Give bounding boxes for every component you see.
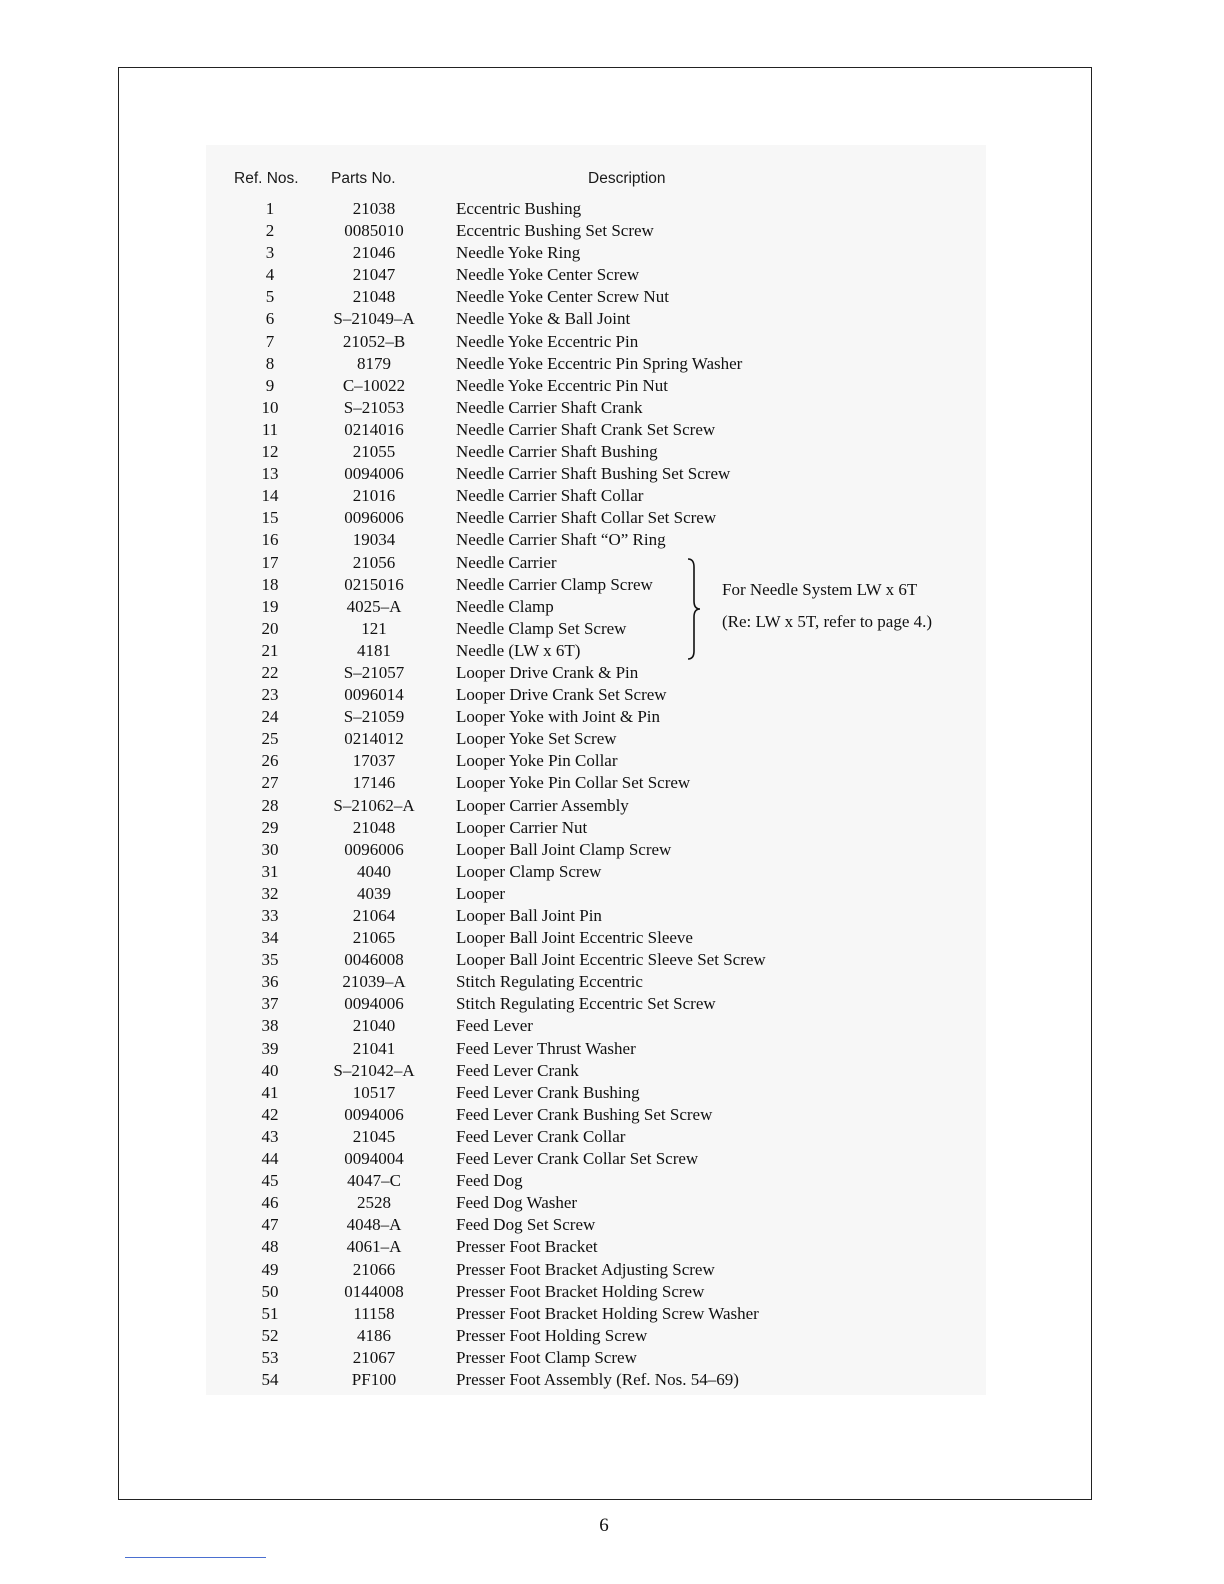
part-description: Needle Yoke & Ball Joint (456, 309, 631, 329)
table-row (0, 1214, 1224, 1236)
part-number: 21056 (352, 552, 396, 572)
ref-number: 9 (265, 375, 275, 395)
part-description: Needle (LW x 6T) (456, 640, 581, 660)
part-description: Needle Carrier Shaft Crank Set Screw (456, 419, 716, 439)
part-description: Looper Yoke Set Screw (456, 729, 617, 749)
ref-number: 30 (261, 839, 279, 859)
header-description: Description (588, 170, 666, 187)
part-number: 21040 (352, 1016, 396, 1036)
table-row (0, 1369, 1224, 1391)
table-row (0, 1303, 1224, 1325)
table-row (0, 419, 1224, 441)
ref-number: 27 (261, 773, 279, 793)
ref-number: 42 (261, 1104, 279, 1124)
part-number: S–21049–A (333, 309, 415, 329)
ref-number: 35 (261, 950, 279, 970)
ref-number: 34 (261, 928, 279, 948)
table-row (0, 772, 1224, 794)
part-description: Feed Lever Crank Bushing (456, 1082, 640, 1102)
ref-number: 16 (261, 530, 279, 550)
part-number: 21038 (352, 199, 396, 218)
ref-number: 48 (261, 1237, 279, 1257)
ref-number: 54 (261, 1369, 279, 1389)
ref-number: 32 (261, 883, 279, 903)
parts-list (0, 198, 1224, 1391)
part-number: C–10022 (342, 375, 406, 395)
part-number: 21052–B (342, 331, 406, 351)
table-row (0, 1236, 1224, 1258)
table-row (0, 1015, 1224, 1037)
ref-number: 51 (261, 1303, 279, 1323)
ref-number: 28 (261, 795, 279, 815)
table-row (0, 662, 1224, 684)
ref-number: 21 (261, 640, 279, 660)
part-description: Eccentric Bushing Set Screw (456, 221, 654, 241)
part-description: Looper Yoke Pin Collar Set Screw (456, 773, 691, 793)
part-number: 4040 (357, 861, 391, 881)
part-number: 21016 (352, 486, 396, 506)
ref-number: 2 (265, 221, 275, 241)
part-number: 121 (361, 618, 387, 638)
ref-number: 46 (261, 1193, 279, 1213)
table-row (0, 1259, 1224, 1281)
ref-number: 23 (261, 685, 279, 705)
part-description: Needle Yoke Eccentric Pin (456, 331, 639, 351)
table-row (0, 1170, 1224, 1192)
part-description: Looper Drive Crank Set Screw (456, 685, 667, 705)
part-description: Needle Clamp Set Screw (456, 618, 627, 638)
part-description: Feed Dog Washer (456, 1193, 578, 1213)
part-description: Presser Foot Holding Screw (456, 1325, 648, 1345)
table-row (0, 308, 1224, 330)
ref-number: 39 (261, 1038, 279, 1058)
table-row (0, 596, 1224, 618)
part-description: Feed Lever Crank Bushing Set Screw (456, 1104, 713, 1124)
table-row (0, 552, 1224, 574)
part-number: 0094006 (344, 994, 404, 1014)
part-description: Needle Carrier Shaft Collar Set Screw (456, 508, 717, 528)
part-number: 0094006 (344, 1104, 404, 1124)
ref-number: 45 (261, 1171, 279, 1191)
part-number: 21045 (352, 1126, 396, 1146)
page-number: 6 (599, 1515, 609, 1536)
part-number: 21047 (352, 265, 396, 285)
part-description: Looper Ball Joint Eccentric Sleeve Set Screw (456, 950, 766, 970)
part-description: Needle Carrier Shaft Crank (456, 397, 643, 417)
part-description: Feed Lever Thrust Washer (456, 1038, 636, 1058)
ref-number: 13 (261, 464, 279, 484)
ref-number: 19 (261, 596, 279, 616)
part-number: 21067 (352, 1347, 396, 1367)
table-row (0, 463, 1224, 485)
part-number: 21064 (352, 906, 396, 925)
ref-number: 4 (265, 265, 275, 285)
part-number: 4039 (357, 883, 391, 903)
table-row (0, 839, 1224, 861)
part-description: Feed Lever (456, 1016, 533, 1036)
part-description: Presser Foot Bracket (456, 1237, 598, 1257)
table-row (0, 640, 1224, 662)
table-row (0, 286, 1224, 308)
part-description: Presser Foot Bracket Adjusting Screw (456, 1259, 715, 1279)
table-row (0, 728, 1224, 750)
ref-number: 20 (261, 618, 279, 638)
table-row (0, 795, 1224, 817)
part-description: Presser Foot Assembly (Ref. Nos. 54–69) (456, 1369, 739, 1389)
part-number: 4061–A (346, 1237, 402, 1257)
part-number: S–21042–A (333, 1060, 415, 1080)
part-number: 4048–A (346, 1215, 402, 1235)
part-number: 2528 (357, 1193, 391, 1213)
part-number: 21041 (352, 1038, 396, 1058)
part-number: 0094006 (344, 464, 404, 484)
ref-number: 53 (261, 1347, 279, 1367)
part-number: 4186 (357, 1325, 391, 1345)
table-row (0, 618, 1224, 640)
part-number: 19034 (352, 530, 396, 550)
needle-group-brace (686, 557, 702, 661)
table-row (0, 353, 1224, 375)
table-row (0, 1192, 1224, 1214)
part-description: Needle Carrier Shaft Collar (456, 486, 644, 506)
part-number: 0144008 (344, 1281, 404, 1301)
part-description: Needle Carrier Clamp Screw (456, 574, 653, 594)
ref-number: 11 (261, 419, 279, 439)
table-row (0, 949, 1224, 971)
part-number: 8179 (357, 353, 391, 373)
ref-number: 43 (261, 1126, 279, 1146)
part-description: Looper Ball Joint Pin (456, 906, 602, 925)
ref-number: 25 (261, 729, 279, 749)
part-number: 0215016 (344, 574, 404, 594)
part-description: Stitch Regulating Eccentric Set Screw (456, 994, 716, 1014)
part-description: Feed Lever Crank Collar Set Screw (456, 1149, 699, 1169)
ref-number: 14 (261, 486, 279, 506)
part-description: Looper Ball Joint Eccentric Sleeve (456, 928, 693, 948)
part-number: 11158 (353, 1303, 395, 1323)
ref-number: 15 (261, 508, 279, 528)
table-row (0, 529, 1224, 551)
part-description: Needle Yoke Eccentric Pin Spring Washer (456, 353, 743, 373)
ref-number: 8 (265, 353, 275, 373)
ref-number: 41 (261, 1082, 279, 1102)
table-row (0, 1082, 1224, 1104)
table-row (0, 1281, 1224, 1303)
table-row (0, 485, 1224, 507)
table-row (0, 817, 1224, 839)
table-row (0, 264, 1224, 286)
part-description: Feed Dog (456, 1171, 523, 1191)
header-parts-no: Parts No. (331, 170, 396, 187)
part-description: Needle Carrier Shaft Bushing (456, 442, 658, 462)
header-ref-nos: Ref. Nos. (234, 170, 299, 187)
needle-system-note: For Needle System LW x 6T (722, 580, 918, 599)
ref-number: 1 (265, 199, 275, 218)
ref-number: 10 (261, 397, 279, 417)
part-number: 21055 (352, 442, 396, 462)
part-description: Looper Clamp Screw (456, 861, 602, 881)
ref-number: 40 (261, 1060, 279, 1080)
ref-number: 49 (261, 1259, 279, 1279)
ref-number: 6 (265, 309, 275, 329)
ref-number: 7 (265, 331, 275, 351)
part-description: Looper Carrier Assembly (456, 795, 629, 815)
part-description: Feed Lever Crank Collar (456, 1126, 626, 1146)
table-row (0, 684, 1224, 706)
part-description: Looper Ball Joint Clamp Screw (456, 839, 672, 859)
table-row (0, 1104, 1224, 1126)
part-number: S–21057 (343, 662, 405, 682)
part-number: 0046008 (344, 950, 404, 970)
part-description: Presser Foot Bracket Holding Screw (456, 1281, 705, 1301)
table-row (0, 220, 1224, 242)
ref-number: 33 (261, 906, 279, 925)
part-number: 0096006 (344, 839, 404, 859)
part-number: 21039–A (342, 972, 406, 992)
ref-number: 12 (261, 442, 279, 462)
part-description: Needle Yoke Eccentric Pin Nut (456, 375, 668, 395)
ref-number: 18 (261, 574, 279, 594)
ref-number: 26 (261, 751, 279, 771)
table-row (0, 993, 1224, 1015)
part-number: S–21059 (343, 707, 405, 727)
part-description: Looper Carrier Nut (456, 817, 588, 837)
part-number: S–21062–A (333, 795, 415, 815)
part-description: Needle Carrier (456, 552, 557, 572)
ref-number: 38 (261, 1016, 279, 1036)
part-description: Looper Drive Crank & Pin (456, 662, 639, 682)
needle-system-reference-note: (Re: LW x 5T, refer to page 4.) (722, 612, 933, 631)
part-description: Stitch Regulating Eccentric (456, 972, 643, 992)
table-row (0, 927, 1224, 949)
ref-number: 37 (261, 994, 279, 1014)
table-row (0, 706, 1224, 728)
table-row (0, 1126, 1224, 1148)
part-description: Needle Clamp (456, 596, 554, 616)
part-number: 17037 (352, 751, 396, 771)
table-row (0, 1148, 1224, 1170)
ref-number: 17 (261, 552, 279, 572)
table-row (0, 1347, 1224, 1369)
part-number: 17146 (352, 773, 396, 793)
part-description: Presser Foot Clamp Screw (456, 1347, 637, 1367)
table-row (0, 441, 1224, 463)
part-number: 21048 (352, 817, 396, 837)
table-row (0, 397, 1224, 419)
part-description: Looper Yoke with Joint & Pin (456, 707, 661, 727)
part-description: Looper (456, 883, 506, 903)
ref-number: 24 (261, 707, 279, 727)
part-number: 0096006 (344, 508, 404, 528)
ref-number: 50 (261, 1281, 279, 1301)
part-description: Feed Dog Set Screw (456, 1215, 596, 1235)
table-row (0, 574, 1224, 596)
table-row (0, 507, 1224, 529)
table-row (0, 198, 1224, 220)
part-number: 0085010 (344, 221, 404, 241)
table-row (0, 331, 1224, 353)
ref-number: 44 (261, 1149, 279, 1169)
table-row (0, 1325, 1224, 1347)
part-number: 10517 (352, 1082, 396, 1102)
table-row (0, 1038, 1224, 1060)
part-description: Needle Carrier Shaft Bushing Set Screw (456, 464, 731, 484)
part-number: S–21053 (343, 397, 405, 417)
part-number: 0214016 (344, 419, 404, 439)
table-row (0, 242, 1224, 264)
part-description: Needle Yoke Center Screw (456, 265, 640, 285)
table-row (0, 750, 1224, 772)
ref-number: 29 (261, 817, 279, 837)
table-row (0, 883, 1224, 905)
ref-number: 22 (261, 662, 279, 682)
part-number: 21065 (352, 928, 396, 948)
part-description: Feed Lever Crank (456, 1060, 579, 1080)
part-number: 4025–A (346, 596, 402, 616)
part-number: 21046 (352, 243, 396, 263)
part-description: Presser Foot Bracket Holding Screw Washer (456, 1303, 759, 1323)
part-description: Looper Yoke Pin Collar (456, 751, 618, 771)
ref-number: 3 (265, 243, 275, 263)
part-number: 0214012 (344, 729, 404, 749)
table-row (0, 971, 1224, 993)
part-number: 4181 (357, 640, 391, 660)
part-number: 4047–C (347, 1171, 401, 1191)
table-row (0, 375, 1224, 397)
footer-rule (125, 1557, 266, 1558)
ref-number: 5 (265, 287, 275, 307)
table-row (0, 905, 1224, 927)
ref-number: 36 (261, 972, 279, 992)
part-number: PF100 (351, 1369, 397, 1389)
table-row (0, 861, 1224, 883)
part-description: Needle Yoke Center Screw Nut (456, 287, 669, 307)
ref-number: 31 (261, 861, 279, 881)
table-row (0, 1060, 1224, 1082)
part-description: Needle Yoke Ring (456, 243, 581, 263)
ref-number: 52 (261, 1325, 279, 1345)
part-description: Needle Carrier Shaft “O” Ring (456, 530, 666, 550)
part-number: 0094004 (344, 1149, 404, 1169)
ref-number: 47 (261, 1215, 279, 1235)
part-number: 21066 (352, 1259, 396, 1279)
part-number: 21048 (352, 287, 396, 307)
part-number: 0096014 (344, 685, 404, 705)
part-description: Eccentric Bushing (456, 199, 582, 218)
